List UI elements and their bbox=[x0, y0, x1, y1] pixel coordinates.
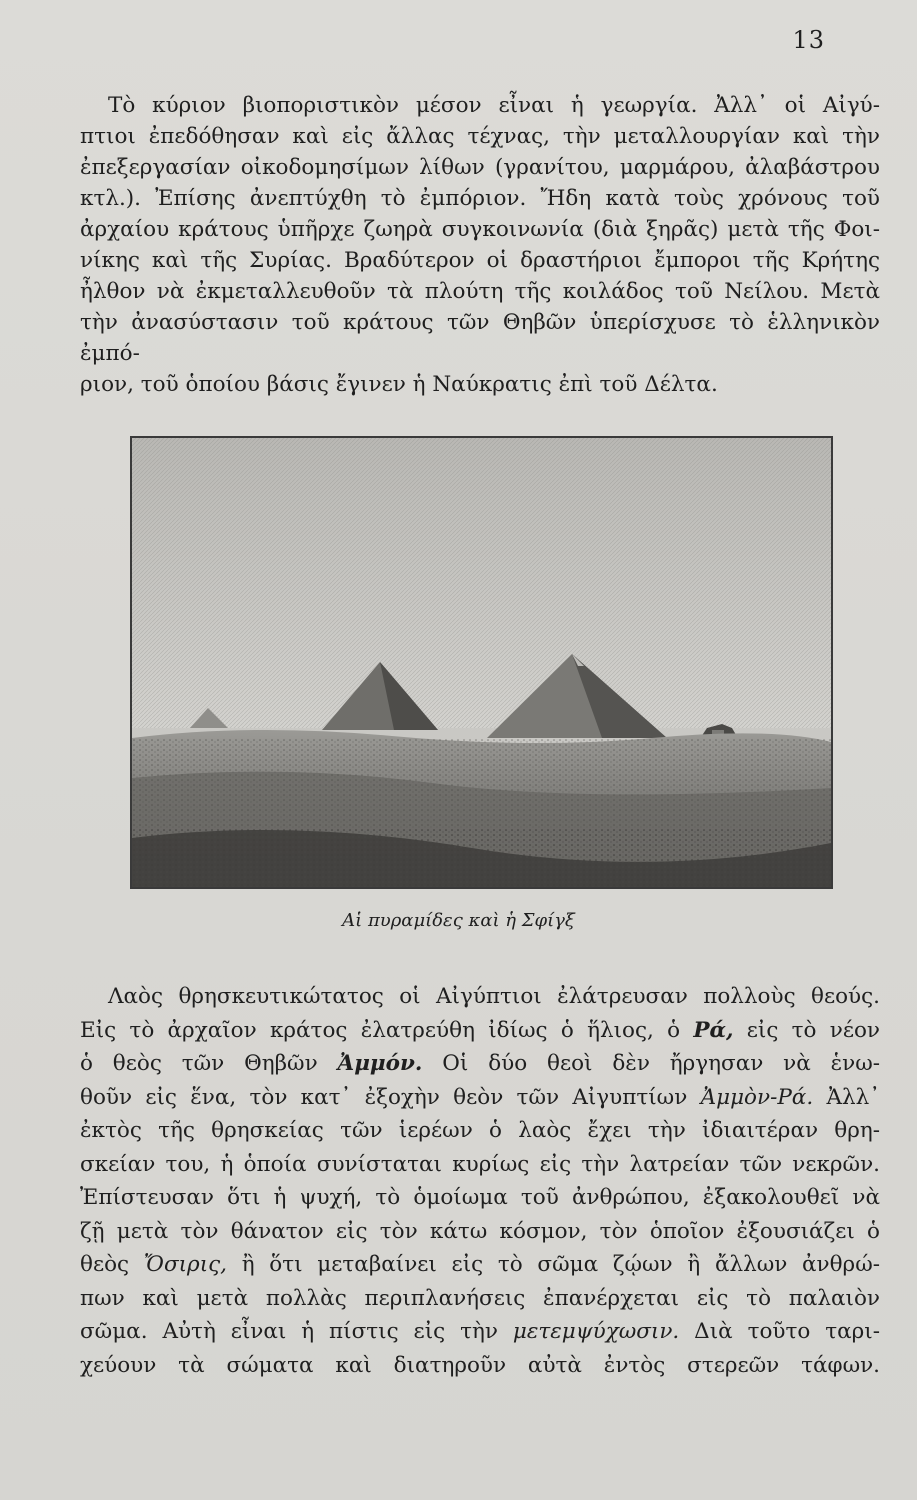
god-name-ammon: Ἀμμόν. bbox=[337, 1051, 423, 1076]
paragraph-religion bbox=[80, 980, 880, 1382]
text-line: ἦλθον νὰ ἐκμεταλλευθοῦν τὰ πλούτη τῆς κοιλάδος τοῦ Νείλου. Μετὰ bbox=[80, 279, 880, 304]
god-name-ammon-ra: Ἀμμὸν-Ρά. bbox=[700, 1084, 814, 1110]
page-number: 13 bbox=[792, 26, 825, 54]
god-name-ra: Ρά, bbox=[693, 1017, 734, 1043]
text-line: ζῇ μετὰ τὸν θάνατον εἰς τὸν κάτω κόσμον, τὸν ὁποῖον ἐξουσιάζει ὁ bbox=[80, 1218, 880, 1244]
text-line: ἐκτὸς τῆς θρησκείας τῶν ἱερέων ὁ λαὸς ἔχει τὴν ἰδιαιτέραν θρη- bbox=[80, 1118, 880, 1143]
text-run: θοῦν εἰς ἕνα, τὸν κατ᾽ ἐξοχὴν θεὸν τῶν Αἰγυπτίων bbox=[80, 1084, 701, 1110]
text-line bbox=[80, 1248, 880, 1282]
pyramids-illustration bbox=[130, 436, 833, 889]
text-line: Ἐπίστευσαν ὅτι ἡ ψυχή, τὸ ὁμοίωμα τοῦ ἀνθρώπου, ἐξακολουθεῖ νὰ bbox=[80, 1185, 880, 1210]
text-line: Τὸ κύριον βιοποριστικὸν μέσον εἶναι ἡ γεωργία. Ἀλλ᾽ οἱ Αἰγύ- bbox=[108, 93, 880, 118]
text-line: χεύουν τὰ σώματα καὶ διατηροῦν αὐτὰ ἐντὸς στερεῶν τάφων. bbox=[80, 1352, 880, 1378]
god-name-osiris: Ὄσιρις, bbox=[143, 1252, 227, 1277]
text-run: ἢ ὅτι μεταβαίνει εἰς τὸ σῶμα ζῴων ἢ ἄλλων ἀνθρώ- bbox=[227, 1252, 880, 1277]
text-line: ἀρχαίου κράτους ὑπῆρχε ζωηρὰ συγκοινωνία (διὰ ξηρᾶς) μετὰ τῆς Φοι- bbox=[80, 217, 880, 242]
text-run: Οἱ δύο θεοὶ δὲν ἤργησαν νὰ ἑνω- bbox=[422, 1051, 881, 1076]
paragraph-economy-trade bbox=[80, 90, 880, 400]
term-metempsychosis: μετεμψύχωσιν. bbox=[512, 1319, 680, 1344]
text-line bbox=[80, 1315, 880, 1349]
text-run: θεὸς bbox=[80, 1252, 144, 1277]
text-line: ἐπεξεργασίαν οἰκοδομησίμων λίθων (γρανίτου, μαρμάρου, ἀλαβάστρου bbox=[80, 155, 880, 180]
text-line: πων καὶ μετὰ πολλὰς περιπλανήσεις ἐπανέρχεται εἰς τὸ παλαιὸν bbox=[80, 1285, 880, 1311]
text-line bbox=[80, 1047, 880, 1081]
text-line: σκείαν του, ἡ ὁποία συνίσταται κυρίως εἰς τὴν λατρείαν τῶν νεκρῶν. bbox=[80, 1151, 880, 1177]
text-run: σῶμα. Αὐτὴ εἶναι ἡ πίστις εἰς τὴν bbox=[80, 1319, 513, 1344]
text-line: τὴν ἀνασύστασιν τοῦ κράτους τῶν Θηβῶν ὑπερίσχυσε τὸ ἑλληνικὸν ἐμπό- bbox=[80, 310, 880, 366]
text-run: εἰς τὸ νέον bbox=[733, 1017, 880, 1043]
pyramids-and-sphinx-engraving bbox=[132, 438, 831, 887]
text-line: ριον, τοῦ ὁποίου βάσις ἔγινεν ἡ Ναύκρατις ἐπὶ τοῦ Δέλτα. bbox=[80, 372, 718, 397]
text-line: Λαὸς θρησκευτικώτατος οἱ Αἰγύπτιοι ἐλάτρευσαν πολλοὺς θεούς. bbox=[108, 984, 880, 1009]
text-line: νίκης καὶ τῆς Συρίας. Βραδύτερον οἱ δραστήριοι ἔμποροι τῆς Κρήτης bbox=[80, 248, 880, 273]
text-run: Εἰς τὸ ἀρχαῖον κράτος ἐλατρεύθη ἰδίως ὁ ἥλιος, ὁ bbox=[80, 1017, 694, 1043]
text-run: Ἀλλ᾽ bbox=[813, 1084, 880, 1110]
text-line: πτιοι ἐπεδόθησαν καὶ εἰς ἄλλας τέχνας, τὴν μεταλλουργίαν καὶ τὴν bbox=[80, 124, 880, 149]
text-run: Διὰ τοῦτο ταρι- bbox=[679, 1319, 880, 1344]
text-run: ὁ θεὸς τῶν Θηβῶν bbox=[80, 1051, 338, 1076]
text-line: κτλ.). Ἐπίσης ἀνεπτύχθη τὸ ἐμπόριον. Ἤδη κατὰ τοὺς χρόνους τοῦ bbox=[80, 186, 880, 211]
text-line bbox=[80, 1014, 880, 1048]
text-line bbox=[80, 1081, 880, 1115]
figure-caption: Αἱ πυραμίδες καὶ ἡ Σφίγξ bbox=[342, 910, 575, 931]
